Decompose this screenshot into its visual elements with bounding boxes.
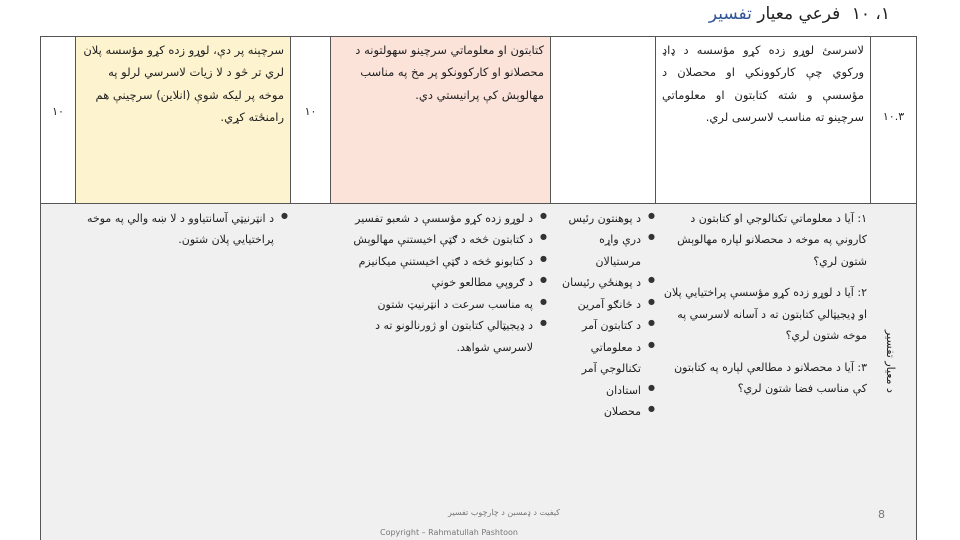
questions-column [657, 208, 867, 448]
list-item: ● د انټرنيټي آسانتياوو د لا ښه والي په موخه پراختيايي پلان شتون. [78, 208, 288, 251]
list-item: ● د لوړو زده کړو مؤسسې د شعبو تفسير [335, 208, 547, 229]
page-title [709, 4, 890, 30]
title-accent: تفسير [708, 4, 752, 24]
col-divider-4 [550, 36, 551, 204]
title-main: فرعي معيار [757, 4, 841, 24]
footer-method-note: کيفيت د ډمسبن د چارچوب تفسير [448, 508, 560, 517]
evidence-column [335, 208, 547, 418]
standard-description-cell: لاسرسئ لوړو زده کړو مؤسسه د ډاډ ورکوي چې کارکوونکي او محصلان د مؤسسې و شته کتابتون او معلوماتي سرچينو ته مناسب لاسرسی لري. [662, 43, 864, 125]
vertical-standard-label: د معيار تفسير [884, 330, 897, 393]
list-item: ● محصلان [555, 401, 655, 422]
list-item: ● په مناسب سرعت د انټرنيټ شتون [335, 294, 547, 315]
list-item: ● د معلوماتي تکنالوجي آمر [555, 337, 655, 380]
list-item: ● د کتابتون آمر [555, 315, 655, 336]
title-number: ١، ١٠ [851, 4, 890, 24]
pink-current-cell: کتابتون او معلوماتي سرچينو سهولتونه د محصلانو او کارکوونکو پر مخ په مناسب مهالوېش کې پرانيستي دي. [331, 37, 550, 203]
top-right-number: ١٠.٣ [882, 110, 905, 123]
top-middle-number: ١٠ [304, 105, 317, 118]
list-item: ● د پوهنځي رئيسان [555, 272, 655, 293]
question-1: ١: آيا د معلوماتي تکنالوجي او کتابتون د کاروني په موخه د محصلانو لپاره مهالوېش شتون لري؟ [677, 212, 867, 268]
table-right-border [916, 36, 917, 540]
stakeholders-column [555, 208, 655, 518]
plans-column [78, 208, 288, 268]
list-item: ● د کتابتون څخه د ګټې اخيستنې مهالوېش [335, 229, 547, 250]
question-3: ٣: آيا د محصلانو د مطالعې لپاره په کتابتون کې مناسب فضا شتون لري؟ [674, 360, 867, 396]
list-item: ● درې واړه مرستيالان [555, 229, 655, 272]
list-item: ● د ګروپي مطالعو خونې [335, 272, 547, 293]
list-item: ● د پوهنتون رئيس [555, 208, 655, 229]
col-divider-2 [290, 36, 291, 204]
page-number: 8 [878, 508, 885, 521]
footer-copyright: Copyright – Rahmatullah Pashtoon [380, 528, 518, 537]
yellow-plan-cell: سرچېنه پر دې، لوړو زده کړو مؤسسه پلان لري تر څو د لا زيات لاسرسي لرلو په موخه پر ليکه شوې (انلاين) سرچينې هم رامنځته کړي. [76, 37, 290, 203]
list-item: ● د څانګو آمرين [555, 294, 655, 315]
top-left-number: ١٠ [52, 105, 64, 118]
list-item: ● استادان [555, 380, 655, 401]
list-item: ● د ډيجيټالي کتابتون او ژورنالونو ته د لاسرسي شواهد. [335, 315, 547, 358]
question-2: ٢: آيا د لوړو زده کړو مؤسسې پراختيايي پلان او ډيجيټالي کتابتون ته د آسانه لاسرسي په موخه شتون لري؟ [663, 286, 867, 343]
list-item: ● د کتابونو څخه د ګټې اخيستنې ميکانيزم [335, 251, 547, 272]
